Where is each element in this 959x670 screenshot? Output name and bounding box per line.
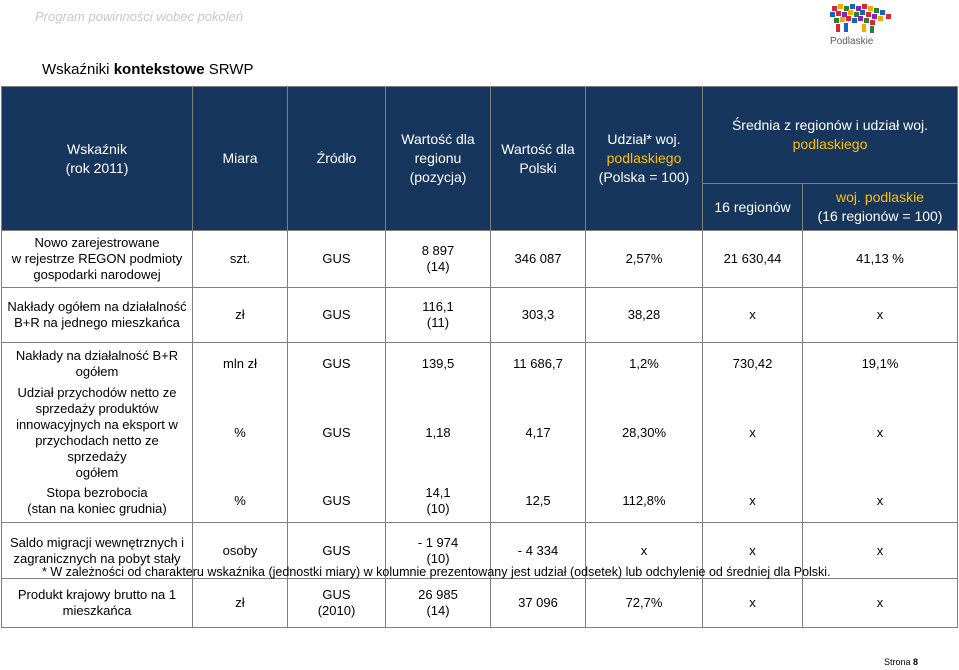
source-cell: GUS (2010) [288, 579, 386, 628]
region-value-cell: 14,1 (10) [386, 481, 491, 523]
indicator-name: Nakłady ogółem na działalność B+R na jednego mieszkańca [2, 288, 193, 343]
measure-cell: zł [193, 288, 288, 343]
header-source: Źródło [288, 87, 386, 231]
poland-value-cell: 346 087 [491, 231, 586, 288]
share-cell: 72,7% [586, 579, 703, 628]
woj-cell: 19,1% [803, 343, 958, 385]
poland-value-cell: 303,3 [491, 288, 586, 343]
avg16-cell: x [703, 579, 803, 628]
region-value-cell: 1,18 [386, 385, 491, 481]
region-value-cell: 139,5 [386, 343, 491, 385]
table-row [2, 481, 958, 523]
indicator-name: Nakłady na działalność B+R ogółem [2, 343, 193, 385]
measure-cell: % [193, 385, 288, 481]
footnote: * W zależności od charakteru wskaźnika (jednostki miary) w kolumnie prezentowany jest udział (odsetek) lub odchylenie od średniej dla Polski. [42, 565, 831, 579]
woj-cell: x [803, 288, 958, 343]
header-poland-value: Wartość dla Polski [491, 87, 586, 231]
share-cell: 38,28 [586, 288, 703, 343]
header-share: Udział* woj. podlaskiego (Polska = 100) [586, 87, 703, 231]
measure-cell: szt. [193, 231, 288, 288]
poland-value-cell: 12,5 [491, 481, 586, 523]
measure-cell: mln zł [193, 343, 288, 385]
header-average: Średnia z regionów i udział woj. podlaskiego [703, 87, 958, 184]
header-measure: Miara [193, 87, 288, 231]
poland-value-cell: 37 096 [491, 579, 586, 628]
section-title: Wskaźniki kontekstowe SRWP [42, 61, 254, 78]
share-cell: 1,2% [586, 343, 703, 385]
indicator-name: Produkt krajowy brutto na 1 mieszkańca [2, 579, 193, 628]
avg16-cell: 21 630,44 [703, 231, 803, 288]
table-row [2, 385, 958, 481]
share-cell: 112,8% [586, 481, 703, 523]
table-row [2, 231, 958, 288]
table-row [2, 579, 958, 628]
poland-value-cell: 4,17 [491, 385, 586, 481]
program-title: Program powinności wobec pokoleń [35, 9, 244, 24]
table-row [2, 343, 958, 385]
source-cell: GUS [288, 343, 386, 385]
avg16-cell: 730,42 [703, 343, 803, 385]
share-cell: x [586, 523, 703, 579]
header-avg-woj: woj. podlaskie (16 regionów = 100) [803, 184, 958, 231]
source-cell: GUS [288, 288, 386, 343]
source-cell: GUS [288, 385, 386, 481]
source-cell: GUS [288, 481, 386, 523]
indicator-name: Saldo migracji wewnętrznych i zagranicznych na pobyt stały [2, 523, 193, 579]
share-cell: 2,57% [586, 231, 703, 288]
page-number: Strona 8 [884, 657, 919, 667]
region-value-cell: 26 985 (14) [386, 579, 491, 628]
source-cell: GUS [288, 231, 386, 288]
indicators-table [1, 86, 958, 628]
region-value-cell: - 1 974 (10) [386, 523, 491, 579]
table-row [2, 288, 958, 343]
avg16-cell: x [703, 288, 803, 343]
logo-label: Podlaskie [830, 36, 874, 47]
region-value-cell: 116,1 (11) [386, 288, 491, 343]
table-header-row [2, 87, 958, 184]
region-value-cell: 8 897 (14) [386, 231, 491, 288]
woj-cell: x [803, 579, 958, 628]
header-indicator: Wskaźnik (rok 2011) [2, 87, 193, 231]
measure-cell: % [193, 481, 288, 523]
woj-cell: x [803, 481, 958, 523]
woj-cell: x [803, 523, 958, 579]
measure-cell: osoby [193, 523, 288, 579]
woj-cell: 41,13 % [803, 231, 958, 288]
share-cell: 28,30% [586, 385, 703, 481]
avg16-cell: x [703, 481, 803, 523]
measure-cell: zł [193, 579, 288, 628]
poland-value-cell: - 4 334 [491, 523, 586, 579]
poland-value-cell: 11 686,7 [491, 343, 586, 385]
source-cell: GUS [288, 523, 386, 579]
avg16-cell: x [703, 523, 803, 579]
indicator-name: Stopa bezrobocia (stan na koniec grudnia) [2, 481, 193, 523]
header-avg-16-regions: 16 regionów [703, 184, 803, 231]
indicator-name: Nowo zarejestrowane w rejestrze REGON podmioty gospodarki narodowej [2, 231, 193, 288]
indicator-name: Udział przychodów netto ze sprzedaży produktów innowacyjnych na eksport w przychodach netto ze sprzedaży ogółem [2, 385, 193, 481]
woj-cell: x [803, 385, 958, 481]
header-region-value: Wartość dla regionu (pozycja) [386, 87, 491, 231]
avg16-cell: x [703, 385, 803, 481]
